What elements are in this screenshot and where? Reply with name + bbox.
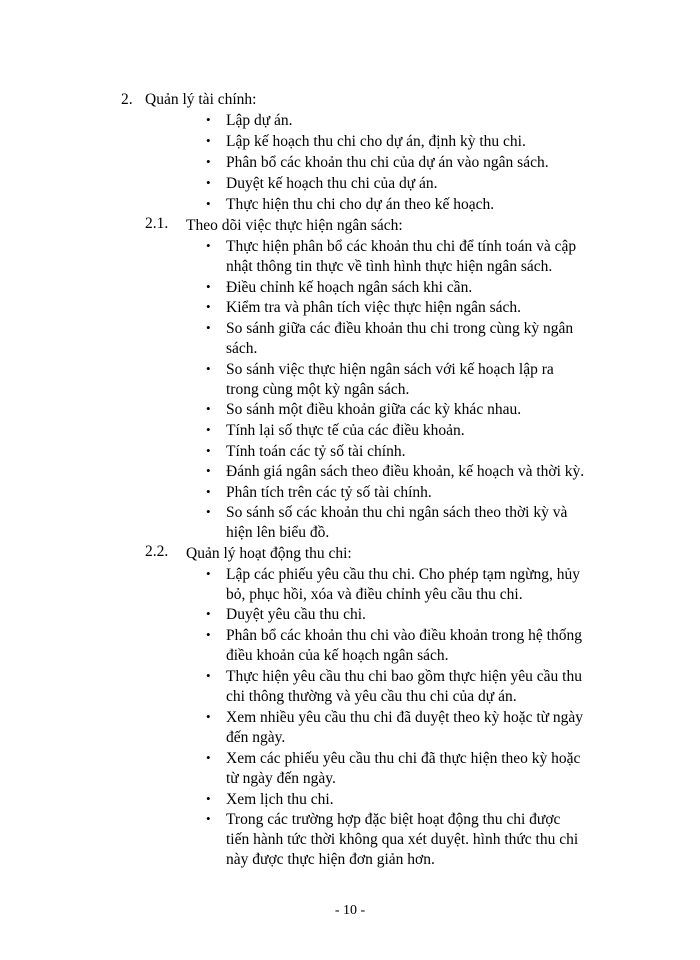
list-item: So sánh việc thực hiện ngân sách với kế hoạch lập ra — [226, 361, 554, 378]
list-item: So sánh một điều khoản giữa các kỳ khác nhau. — [226, 401, 522, 418]
list-item-continuation: hiện lên biểu đồ. — [226, 524, 330, 541]
subsection-number: 2.2. — [145, 543, 169, 560]
list-item-continuation: tiến hành tức thời không qua xét duyệt. hình thức thu chi — [226, 831, 579, 848]
bullet-icon: • — [206, 791, 211, 806]
bullet-icon: • — [206, 422, 211, 437]
bullet-icon: • — [206, 401, 211, 416]
list-item: Tính toán các tỷ số tài chính. — [226, 443, 406, 460]
list-item: Trong các trường hợp đặc biệt hoạt động thu chi được — [226, 811, 561, 828]
list-item: Kiểm tra và phân tích việc thực hiện ngân sách. — [226, 299, 522, 316]
page-number: - 10 - — [334, 903, 366, 918]
bullet-icon: • — [206, 133, 211, 148]
bullet-icon: • — [206, 504, 211, 519]
list-item: Lập dự án. — [226, 112, 293, 129]
bullet-icon: • — [206, 484, 211, 499]
list-item: Lập các phiếu yêu cầu thu chi. Cho phép tạm ngừng, hủy — [226, 566, 581, 583]
list-item: So sánh số các khoản thu chi ngân sách theo thời kỳ và — [226, 504, 568, 521]
bullet-icon: • — [206, 299, 211, 314]
bullet-icon: • — [206, 196, 211, 211]
list-item: Thực hiện thu chi cho dự án theo kế hoạch. — [226, 196, 495, 213]
bullet-icon: • — [206, 238, 211, 253]
list-item-continuation: bỏ, phục hồi, xóa và điều chỉnh yêu cầu thu chi. — [226, 586, 523, 603]
list-item: Phân tích trên các tỷ số tài chính. — [226, 484, 432, 501]
list-item-continuation: điều khoản của kế hoạch ngân sách. — [226, 647, 449, 664]
bullet-icon: • — [206, 709, 211, 724]
list-item: Xem các phiếu yêu cầu thu chi đã thực hiện theo kỳ hoặc — [226, 750, 581, 767]
bullet-icon: • — [206, 627, 211, 642]
list-item: Phân bổ các khoản thu chi của dự án vào ngân sách. — [226, 154, 549, 171]
bullet-icon: • — [206, 443, 211, 458]
bullet-icon: • — [206, 279, 211, 294]
list-item-continuation: nhật thông tin thực về tình hình thực hiện ngân sách. — [226, 258, 553, 275]
list-item: Điều chỉnh kế hoạch ngân sách khi cần. — [226, 279, 473, 296]
bullet-icon: • — [206, 361, 211, 376]
list-item: Tính lại số thực tế của các điều khoản. — [226, 422, 465, 439]
bullet-icon: • — [206, 811, 211, 826]
bullet-icon: • — [206, 463, 211, 478]
section-title: Quản lý tài chính: — [145, 91, 257, 108]
bullet-icon: • — [206, 320, 211, 335]
bullet-icon: • — [206, 154, 211, 169]
list-item-continuation: từ ngày đến ngày. — [226, 770, 336, 787]
bullet-icon: • — [206, 112, 211, 127]
subsection-title: Theo dõi việc thực hiện ngân sách: — [186, 217, 403, 234]
subsection-title: Quản lý hoạt động thu chi: — [186, 545, 352, 562]
list-item-continuation: trong cùng một kỳ ngân sách. — [226, 381, 410, 398]
section-number: 2. — [121, 91, 133, 108]
list-item: Xem lịch thu chi. — [226, 791, 334, 808]
list-item: Duyệt kế hoạch thu chi của dự án. — [226, 175, 438, 192]
bullet-icon: • — [206, 606, 211, 621]
list-item-continuation: đến ngày. — [226, 729, 286, 746]
list-item-continuation: chi thông thường và yêu cầu thu chi của dự án. — [226, 688, 517, 705]
bullet-icon: • — [206, 175, 211, 190]
list-item: So sánh giữa các điều khoản thu chi trong cùng kỳ ngân — [226, 320, 574, 337]
bullet-icon: • — [206, 566, 211, 581]
list-item: Duyệt yêu cầu thu chi. — [226, 606, 366, 623]
list-item: Lập kế hoạch thu chi cho dự án, định kỳ thu chi. — [226, 133, 526, 150]
subsection-number: 2.1. — [145, 215, 169, 232]
list-item: Phân bổ các khoản thu chi vào điều khoản trong hệ thống — [226, 627, 582, 644]
list-item: Thực hiện yêu cầu thu chi bao gồm thực hiện yêu cầu thu — [226, 668, 582, 685]
list-item-continuation: này được thực hiện đơn giản hơn. — [226, 851, 435, 868]
bullet-icon: • — [206, 668, 211, 683]
bullet-icon: • — [206, 750, 211, 765]
list-item: Xem nhiều yêu cầu thu chi đã duyệt theo kỳ hoặc từ ngày — [226, 709, 584, 726]
list-item-continuation: sách. — [226, 340, 258, 357]
list-item: Thực hiện phân bổ các khoản thu chi để tính toán và cập — [226, 238, 577, 255]
list-item: Đánh giá ngân sách theo điều khoản, kế hoạch và thời kỳ. — [226, 463, 585, 480]
